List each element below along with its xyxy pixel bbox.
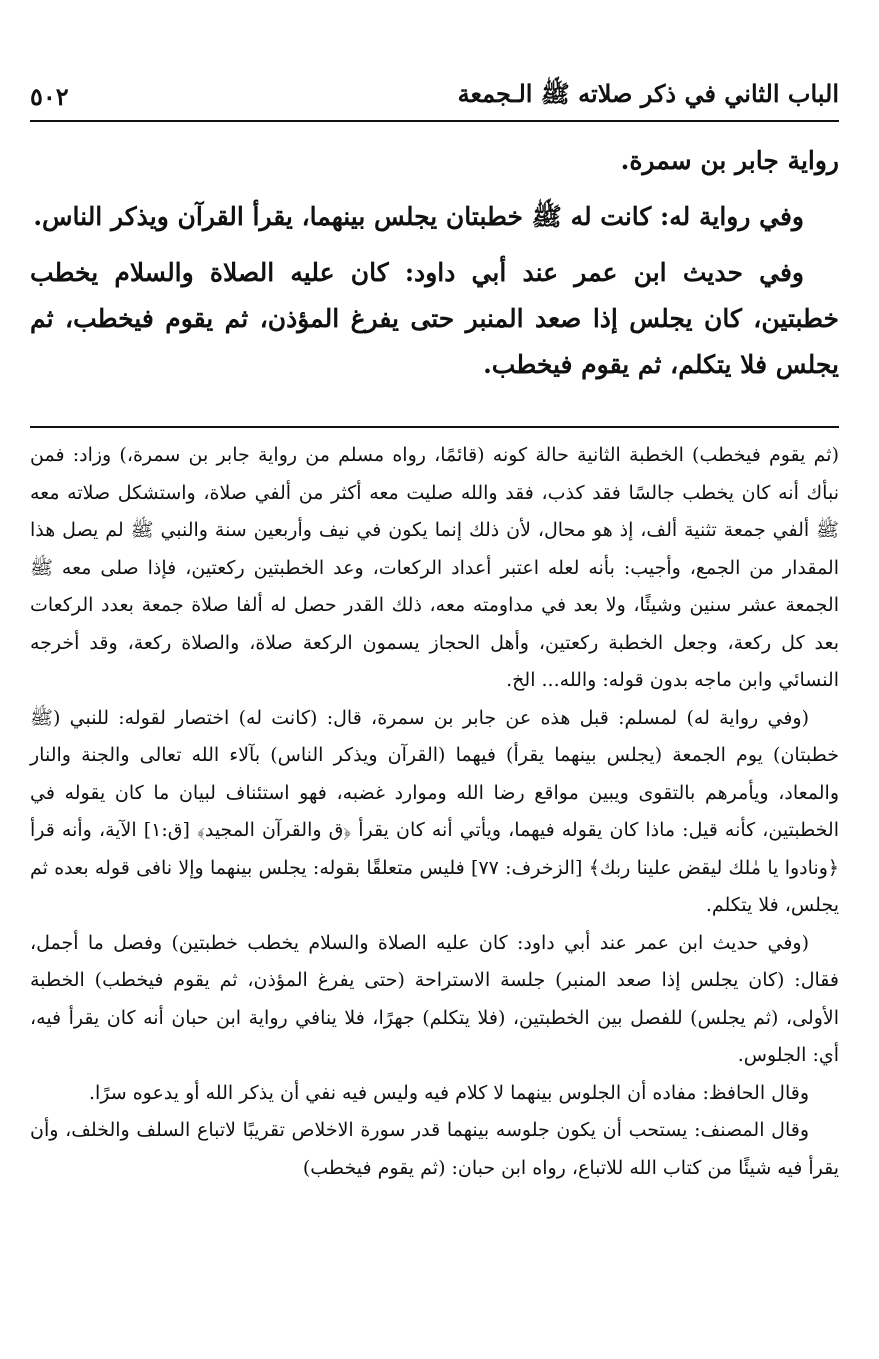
commentary-paragraph-1: (ثم يقوم فيخطب) الخطبة الثانية حالة كونه (قائمًا، رواه مسلم من رواية جابر بن سمرة،) وزاد: فمن نبأك أنه كان يخطب جالسًا فقد كذب، فقد والله صليت معه أكثر من ألفي صلاة، واستشكل صلاته معه ﷺ ألفي جمعة تثنية ألف، إذ هو محال، لأن ذلك إنما يكون في نيف وأربعين سنة والنبي ﷺ لم يصل هذا المقدار من الجمع، وأجيب: بأنه لعله اعتبر أعداد الركعات، وعد الخطبتين ركعتين، فإذا صلى معه ﷺ الجمعة عشر سنين وشيئًا، ولا بعد في مداومته معه، ذلك القدر حصل له ألفا صلاة جمعة بعدد الركعات بعد كل ركعة، وجعل الخطبة ركعتين، وأهل الحجاز يسمون الركعة صلاة، والصلاة ركعة، وقد أخرجه النسائي وابن ماجه بدون قوله: والله... الخ.: [30, 444, 839, 691]
footnote-divider: [30, 426, 839, 428]
page-header: [30, 76, 839, 116]
commentary-paragraph-5: وقال المصنف: يستحب أن يكون جلوسه بينهما قدر سورة الاخلاص تقريبًا لاتباع السلف والخلف، وأن يقرأ فيه شيئًا من كتاب الله للاتباع، رواه ابن حبان: (ثم يقوم فيخطب): [30, 1119, 839, 1179]
commentary-paragraph-2: (وفي رواية له) لمسلم: قبل هذه عن جابر بن سمرة، قال: (كانت له) اختصار لقوله: للنبي (ﷺ خطبتان) يوم الجمعة (يجلس بينهما يقرأ) فيهما (القرآن ويذكر الناس) بآلاء الله تعالى والجنة والنار والمعاد، ويأمرهم بالتقوى ويبين مواقع رضا الله وموارد غضبه، فهو استئناف لبيان ما كان يقوله في الخطبتين، كأنه قيل: ماذا كان يقوله فيهما، ويأتي أنه كان يقرأ ﴿ق والقرآن المجيد﴾ [ق:١] الآية، وأنه قرأ ﴿ونادوا يا مٰلك ليقض علينا ربك﴾ [الزخرف: ٧٧] فليس متعلقًا بقوله: يجلس بينهما وإلا نافى قوله بعده ثم يجلس، فلا يتكلم.: [30, 706, 840, 916]
chapter-title: الباب الثاني في ذكر صلاته ﷺ الـجمعة: [457, 78, 839, 108]
book-page: [30, 0, 839, 1359]
main-paragraph-2: وفي رواية له: كانت له ﷺ خطبتان يجلس بينهما، يقرأ القرآن ويذكر الناس.: [33, 202, 804, 231]
commentary-text: [30, 437, 839, 1187]
main-paragraph-3: وفي حديث ابن عمر عند أبي داود: كان عليه الصلاة والسلام يخطب خطبتين، كان يجلس إذا صعد المنبر حتى يفرغ المؤذن، ثم يقوم فيخطب، ثم يجلس فلا يتكلم، ثم يقوم فيخطب.: [30, 258, 839, 379]
commentary-paragraph-4: وقال الحافظ: مفاده أن الجلوس بينهما لا كلام فيه وليس فيه نفي أن يذكر الله أو يدعوه سرًا.: [88, 1081, 809, 1104]
header-divider: [30, 120, 839, 122]
main-text: [30, 138, 839, 398]
page-number: ٥٠٢: [30, 81, 69, 111]
commentary-paragraph-3: (وفي حديث ابن عمر عند أبي داود: كان عليه الصلاة والسلام يخطب خطبتين) وفصل ما أجمل، فقال: (كان يجلس إذا صعد المنبر) جلسة الاستراحة (حتى يفرغ المؤذن، ثم يقوم فيخطب) الخطبة الأولى، (ثم يجلس) للفصل بين الخطبتين، (فلا يتكلم) جهرًا، فلا ينافي رواية ابن حبان أنه كان يقرأ فيه، أي: الجلوس.: [30, 931, 839, 1066]
main-paragraph-1: رواية جابر بن سمرة.: [620, 146, 839, 175]
